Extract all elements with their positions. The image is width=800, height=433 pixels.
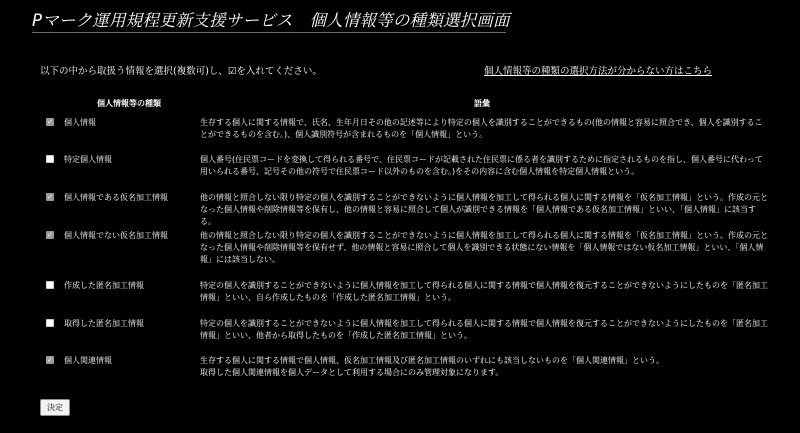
check-icon: ✓ (47, 117, 53, 126)
checkbox-created-anonymized[interactable] (46, 281, 54, 289)
checkbox-related-personal[interactable] (46, 356, 54, 364)
checkbox-personal-info[interactable] (46, 118, 54, 126)
page-title: Pマーク運用規程更新支援サービス 個人情報等の種類選択画面 (32, 11, 510, 30)
type-label: 個人情報である仮名加工情報 (64, 193, 168, 202)
type-description: 特定の個人を識別することができないように個人情報を加工して得られる個人に関する情報で個人情報を復元することができないようにしたものを「匿名加工情報」といい、自ら作成したものを「作成した匿名加工情報」という。 (200, 281, 768, 302)
checkbox-acquired-anonymized[interactable] (46, 319, 54, 327)
type-description: 他の情報と照合しない限り特定の個人を識別することができないように個人情報を加工して得られる個人に関する情報を「仮名加工情報」という。作成の元となった個人情報や削除情報等を保有せず、他の情報と容易に照合して個人を識別できる状態にない情報を「個人情報ではない仮名加工情報」といい、「個人情報」には該当しない。 (200, 231, 768, 264)
type-description: 個人番号(住民票コードを変換して得られる番号で、住民票コードが記載された住民票に係る者を識別するために指定されるものを指し、個人番号に代わって用いられる番号、記号その他の符号で住民票コード以外のものを含む。)をその内容に含む個人情報を特定個人情報という。 (200, 155, 763, 176)
instruction-text: 以下の中から取扱う情報を選択(複数可)し、☑を入れてください。 (40, 66, 322, 77)
type-label: 特定個人情報 (64, 155, 112, 164)
check-icon: ✓ (47, 230, 53, 239)
checkbox-specific-personal-info[interactable] (46, 155, 54, 163)
page-header (32, 6, 510, 33)
help-link[interactable]: 個人情報等の種類の選択方法が分からない方はこちら (484, 66, 713, 77)
column-header-type: 個人情報等の種類 (97, 99, 161, 108)
type-label: 個人情報 (64, 118, 96, 127)
type-description: 他の情報と照合しない限り特定の個人を識別することができないように個人情報を加工して得られる個人に関する情報を「仮名加工情報」という。作成の元となった個人情報や削除情報等を保有し、他の情報と容易に照合して個人が識別できる情報を「個人情報である仮名加工情報」といい、「個人情報」に該当する。 (200, 193, 768, 226)
type-label: 個人関連情報 (64, 356, 112, 365)
type-label: 作成した匿名加工情報 (64, 281, 144, 290)
type-label: 取得した匿名加工情報 (64, 319, 144, 328)
check-icon: ✓ (47, 192, 53, 201)
type-description: 生存する個人に関する情報で個人情報、仮名加工情報及び匿名加工情報のいずれにも該当しないものを「個人関連情報」という。 取得した個人関連情報を個人データとして利用する場合にのみ管理対象になります。 (200, 356, 664, 377)
type-label: 個人情報でない仮名加工情報 (64, 231, 168, 240)
type-description: 生存する個人に関する情報で、氏名、生年月日その他の記述等により特定の個人を識別することができるもの(他の情報と容易に照合でき、個人を識別することができるものを含む。)、個人識別符号が含まれるものを「個人情報」という。 (200, 118, 763, 139)
type-description: 特定の個人を識別することができないように個人情報を加工して得られる個人に関する情報で個人情報を復元することができないようにしたものを「匿名加工情報」といい、他者から取得したものを「作成した匿名加工情報」という。 (200, 319, 768, 340)
checkbox-pseudonymized-personal[interactable] (46, 193, 54, 201)
check-icon: ✓ (47, 355, 53, 364)
submit-button[interactable]: 決定 (40, 399, 70, 416)
column-header-description: 語彙 (474, 99, 490, 108)
checkbox-pseudonymized-non-personal[interactable] (46, 231, 54, 239)
